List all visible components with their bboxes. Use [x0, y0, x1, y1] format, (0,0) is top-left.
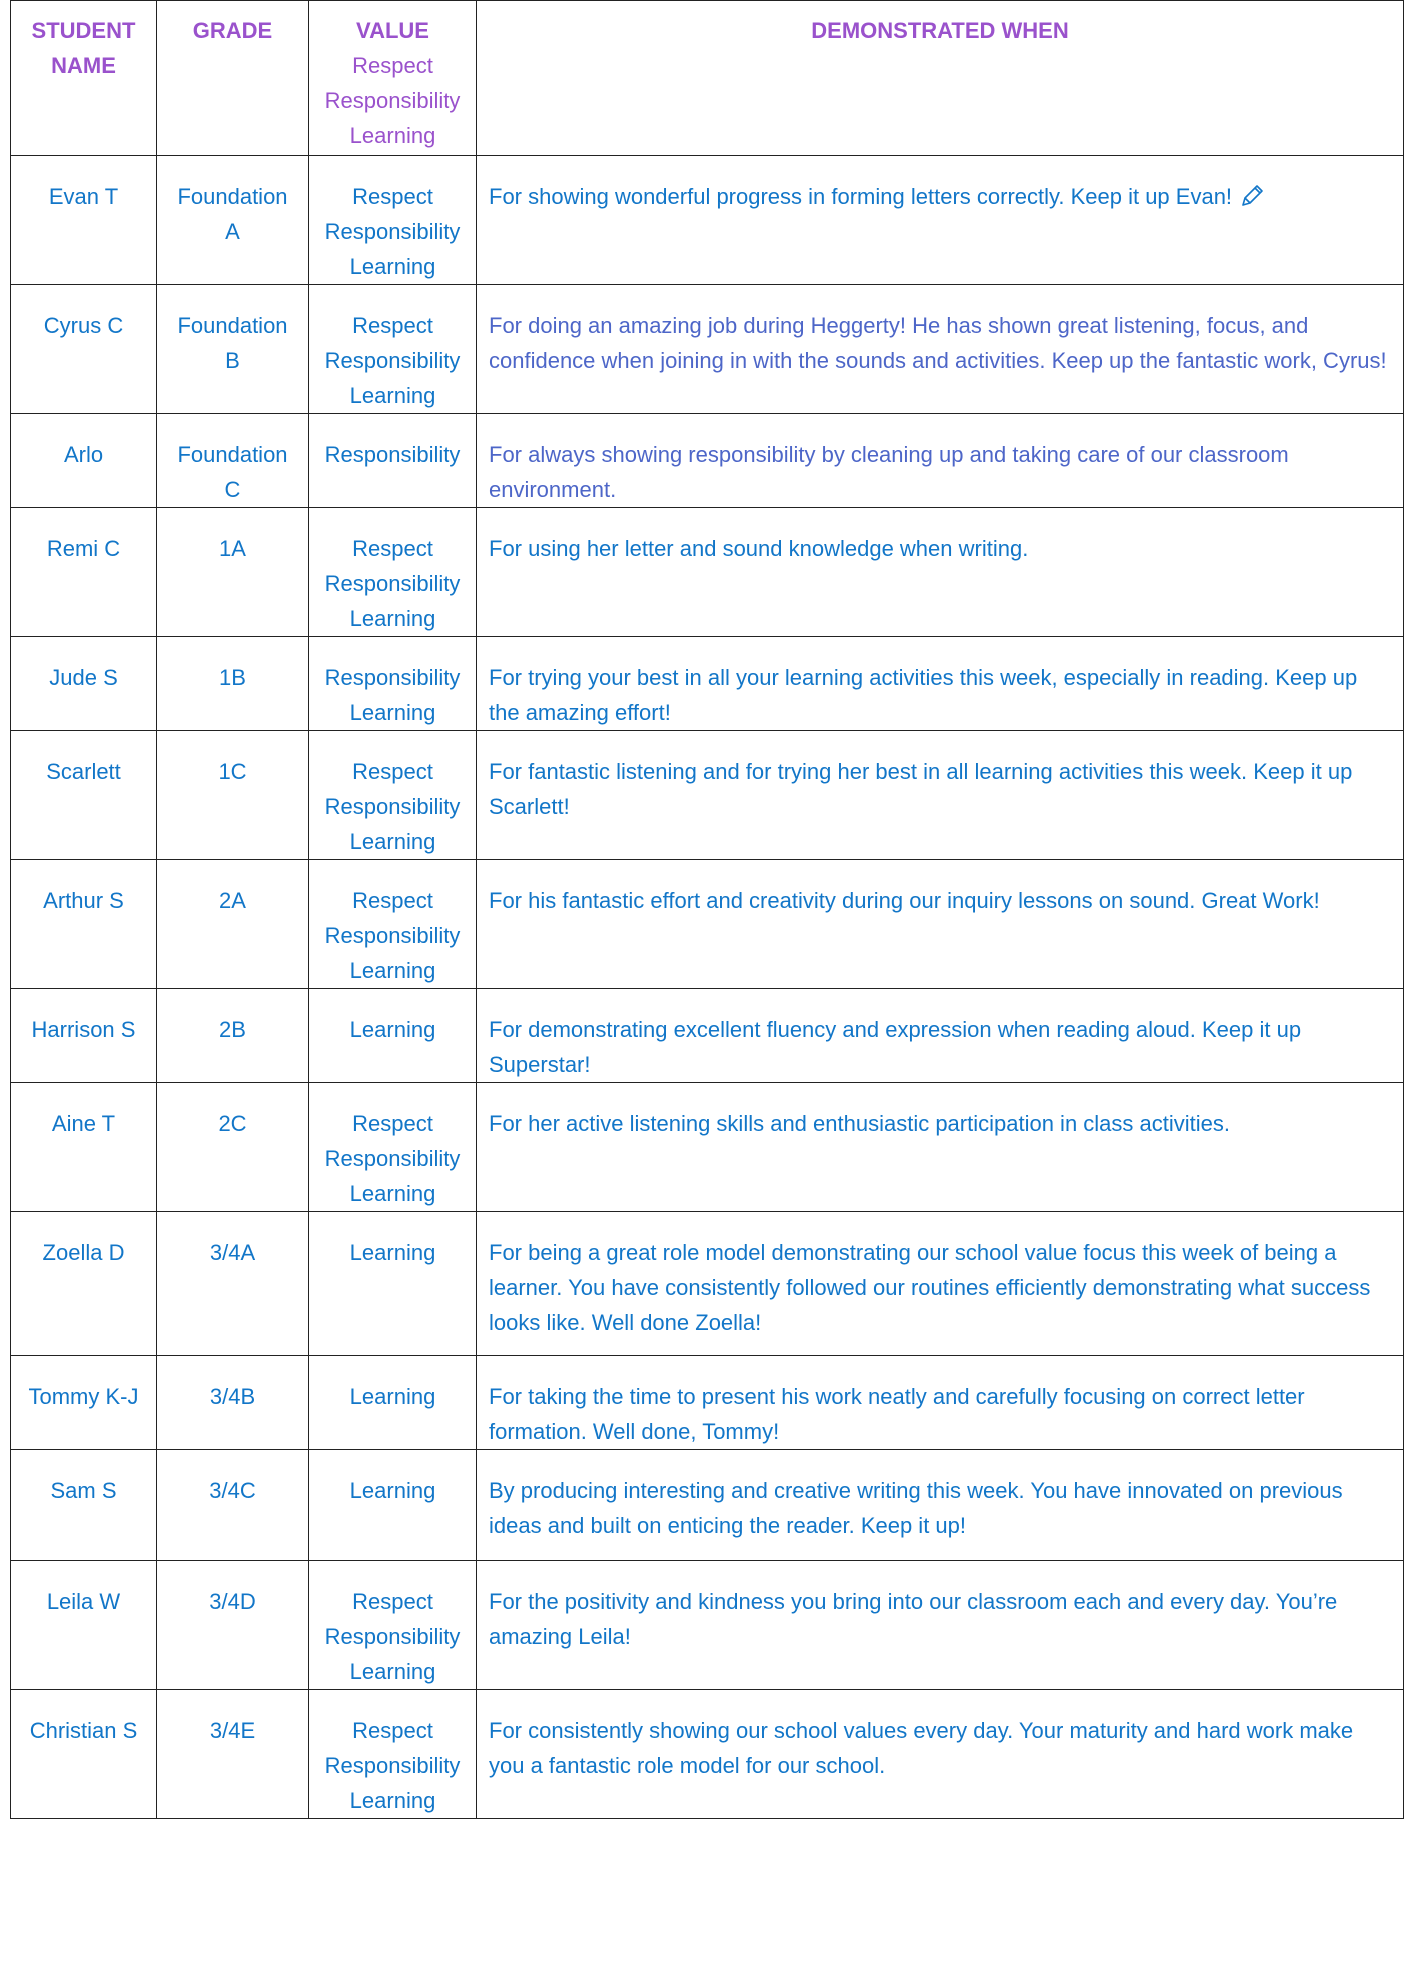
value-item: Responsibility: [324, 923, 461, 948]
grade-cell: 1A: [157, 508, 309, 637]
value-item: Learning: [349, 1181, 436, 1206]
demonstrated-when-cell: [477, 1690, 1404, 1819]
value-item: Respect: [352, 1718, 433, 1743]
header-value: VALUE Respect Responsibility Learning: [309, 1, 477, 156]
demonstrated-text: For fantastic listening and for trying her best in all learning activities this week. Keep it up Scarlett!: [489, 759, 1353, 819]
value-cell: [309, 285, 477, 414]
demonstrated-text: For the positivity and kindness you bring into our classroom each and every day. You’re amazing Leila!: [489, 1589, 1338, 1649]
value-item: Learning: [349, 254, 436, 279]
grade-cell: 3/4E: [157, 1690, 309, 1819]
grade-cell: 3/4B: [157, 1356, 309, 1450]
table-row: [11, 1212, 1404, 1356]
table-row: [11, 508, 1404, 637]
value-cell: [309, 637, 477, 731]
value-item: Learning: [349, 700, 436, 725]
header-demonstrated-when: DEMONSTRATED WHEN: [477, 1, 1404, 156]
grade-cell: Foundation B: [157, 285, 309, 414]
value-item: Learning: [349, 958, 436, 983]
value-cell: [309, 1356, 477, 1450]
table-row: [11, 989, 1404, 1083]
table-row: [11, 1356, 1404, 1450]
value-item: Respect: [352, 1111, 433, 1136]
demonstrated-text: For her active listening skills and enthusiastic participation in class activities.: [489, 1111, 1230, 1136]
pencil-icon: [1240, 183, 1264, 218]
header-value-sub-3: Learning: [349, 123, 436, 148]
table-row: [11, 731, 1404, 860]
student-name-cell: Cyrus C: [11, 285, 157, 414]
value-cell: [309, 1561, 477, 1690]
demonstrated-when-cell: [477, 414, 1404, 508]
grade-cell: 3/4A: [157, 1212, 309, 1356]
value-item: Learning: [349, 383, 436, 408]
value-item: Responsibility: [324, 665, 461, 690]
demonstrated-text: For being a great role model demonstrating our school value focus this week of being a learner. You have consistently followed our routines efficiently demonstrating what success looks like. Well done Zoella!: [489, 1240, 1371, 1335]
value-item: Learning: [349, 1659, 436, 1684]
value-item: Respect: [352, 184, 433, 209]
student-name-cell: Scarlett: [11, 731, 157, 860]
value-cell: [309, 860, 477, 989]
value-cell: [309, 989, 477, 1083]
table-row: [11, 1690, 1404, 1819]
student-name-cell: Harrison S: [11, 989, 157, 1083]
student-name-cell: Sam S: [11, 1450, 157, 1561]
value-item: Responsibility: [324, 571, 461, 596]
value-item: Responsibility: [324, 1146, 461, 1171]
demonstrated-when-cell: [477, 1450, 1404, 1561]
table-row: [11, 285, 1404, 414]
grade-cell: 1C: [157, 731, 309, 860]
demonstrated-when-cell: [477, 1083, 1404, 1212]
student-name-cell: Arthur S: [11, 860, 157, 989]
value-item: Responsibility: [324, 348, 461, 373]
demonstrated-when-cell: [477, 637, 1404, 731]
value-item: Responsibility: [324, 1624, 461, 1649]
grade-cell: Foundation C: [157, 414, 309, 508]
grade-cell: 2C: [157, 1083, 309, 1212]
table-row: [11, 1450, 1404, 1561]
table-row: [11, 414, 1404, 508]
demonstrated-when-cell: [477, 731, 1404, 860]
value-cell: [309, 1450, 477, 1561]
table-row: [11, 860, 1404, 989]
value-item: Responsibility: [324, 442, 461, 467]
demonstrated-when-cell: [477, 285, 1404, 414]
demonstrated-text: For consistently showing our school values every day. Your maturity and hard work make you a fantastic role model for our school.: [489, 1718, 1354, 1778]
student-name-cell: Christian S: [11, 1690, 157, 1819]
table-row: [11, 1083, 1404, 1212]
value-item: Learning: [349, 1384, 436, 1409]
student-name-cell: Evan T: [11, 156, 157, 285]
value-item: Learning: [349, 1788, 436, 1813]
grade-cell: 1B: [157, 637, 309, 731]
value-item: Respect: [352, 536, 433, 561]
student-name-cell: Remi C: [11, 508, 157, 637]
student-name-cell: Arlo: [11, 414, 157, 508]
demonstrated-text: For demonstrating excellent fluency and expression when reading aloud. Keep it up Superstar!: [489, 1017, 1302, 1077]
student-name-cell: Leila W: [11, 1561, 157, 1690]
grade-cell: Foundation A: [157, 156, 309, 285]
value-item: Learning: [349, 1478, 436, 1503]
header-grade: GRADE: [157, 1, 309, 156]
header-value-sub-2: Responsibility: [324, 88, 461, 113]
value-item: Respect: [352, 313, 433, 338]
value-item: Learning: [349, 606, 436, 631]
demonstrated-text: For taking the time to present his work neatly and carefully focusing on correct letter formation. Well done, Tommy!: [489, 1384, 1305, 1444]
demonstrated-when-cell: [477, 1356, 1404, 1450]
demonstrated-text: For his fantastic effort and creativity during our inquiry lessons on sound. Great Work!: [489, 888, 1320, 913]
value-item: Responsibility: [324, 1753, 461, 1778]
grade-cell: 3/4D: [157, 1561, 309, 1690]
demonstrated-text: For doing an amazing job during Heggerty! He has shown great listening, focus, and confidence when joining in with the sounds and activities. Keep up the fantastic work, Cyrus!: [489, 313, 1387, 373]
value-cell: [309, 731, 477, 860]
value-cell: [309, 1690, 477, 1819]
table-row: [11, 1561, 1404, 1690]
table-row: [11, 156, 1404, 285]
value-item: Learning: [349, 829, 436, 854]
grade-cell: 3/4C: [157, 1450, 309, 1561]
value-item: Responsibility: [324, 219, 461, 244]
value-item: Respect: [352, 888, 433, 913]
demonstrated-text: For trying your best in all your learning activities this week, especially in reading. Keep up the amazing effort!: [489, 665, 1358, 725]
awards-table: [10, 0, 1404, 1819]
demonstrated-when-cell: [477, 989, 1404, 1083]
value-item: Respect: [352, 1589, 433, 1614]
demonstrated-text: For always showing responsibility by cleaning up and taking care of our classroom environment.: [489, 442, 1289, 502]
header-student-name: STUDENT NAME: [11, 1, 157, 156]
value-cell: [309, 414, 477, 508]
header-value-sub-1: Respect: [352, 53, 433, 78]
value-cell: [309, 508, 477, 637]
demonstrated-text: For showing wonderful progress in forming letters correctly. Keep it up Evan!: [489, 184, 1233, 209]
value-item: Learning: [349, 1017, 436, 1042]
demonstrated-text: For using her letter and sound knowledge when writing.: [489, 536, 1029, 561]
value-cell: [309, 1083, 477, 1212]
grade-cell: 2A: [157, 860, 309, 989]
value-item: Respect: [352, 759, 433, 784]
value-cell: [309, 156, 477, 285]
grade-cell: 2B: [157, 989, 309, 1083]
student-name-cell: Zoella D: [11, 1212, 157, 1356]
demonstrated-text: By producing interesting and creative writing this week. You have innovated on previous ideas and built on enticing the reader. Keep it up!: [489, 1478, 1343, 1538]
value-item: Learning: [349, 1240, 436, 1265]
table-row: [11, 637, 1404, 731]
value-cell: [309, 1212, 477, 1356]
header-row: [11, 1, 1404, 156]
demonstrated-when-cell: [477, 156, 1404, 285]
demonstrated-when-cell: [477, 508, 1404, 637]
student-name-cell: Aine T: [11, 1083, 157, 1212]
demonstrated-when-cell: [477, 860, 1404, 989]
demonstrated-when-cell: [477, 1212, 1404, 1356]
demonstrated-when-cell: [477, 1561, 1404, 1690]
student-name-cell: Tommy K-J: [11, 1356, 157, 1450]
student-name-cell: Jude S: [11, 637, 157, 731]
value-item: Responsibility: [324, 794, 461, 819]
